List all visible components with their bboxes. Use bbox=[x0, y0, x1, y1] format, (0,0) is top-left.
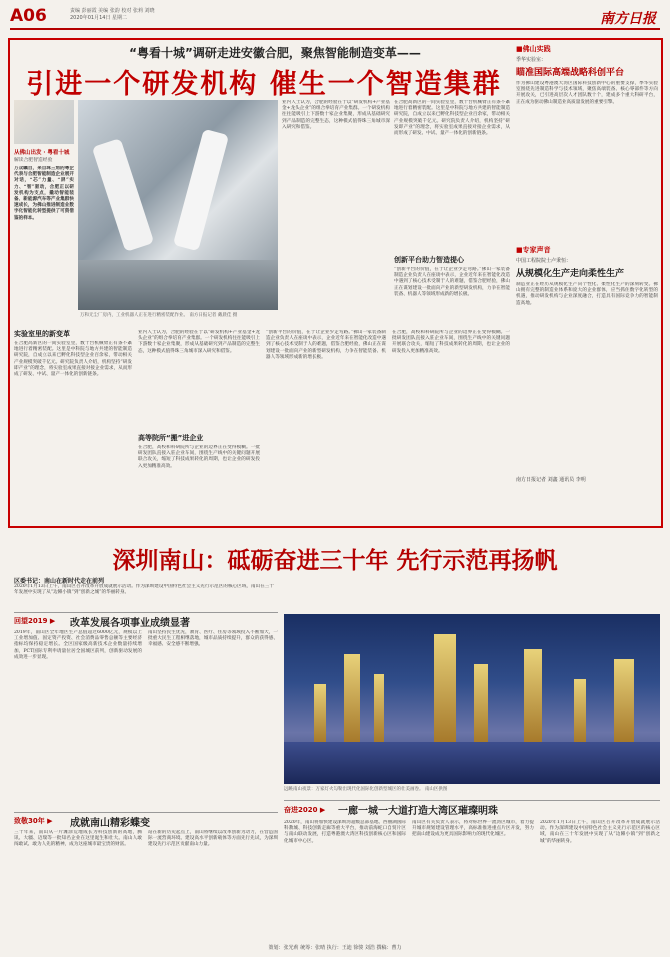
divider-sec1 bbox=[14, 612, 278, 613]
feature-col4-top: 在合肥高新区的一间实验室里，数十台机械臂正有条不紊地进行着精密装配。这里是中科院与地方共建的智能制造研究院，自成立以来已孵化科技型企业百余家，带动相关产业规模突破千亿元。研究院负责人介绍，机构坚持“研发即产业”的理念，将实验室成果直接对接企业需求，从而形成了研发、中试、量产一体化的创新链条。 bbox=[394, 100, 510, 137]
sec2-text: 三十年来，南山从一片滩涂荒地成长为科技创新的高地，腾讯、大疆、迈瑞等一批知名企业在这里诞生和壮大。南山人敢闯敢试、敢为人先的精神，成为这座城市最宝贵的财富。 bbox=[14, 830, 142, 848]
sidebar-author: 季华实验室： bbox=[516, 57, 547, 63]
sidebar-tag: ■佛山实践 bbox=[516, 45, 551, 53]
feature-col3-lower: “创新平台的价值，在于让企业少走弯路。”佛山一家装备制造企业负责人在座谈中表示，企业近年来在智能化改造中遇到了核心技术受制于人的难题，借鉴合肥经验，佛山正在谋划建设一批面向产业的新型研发机构，力争在智能装备、机器人等领域形成新的增长极。 bbox=[266, 330, 386, 360]
masthead-meta bbox=[70, 8, 155, 22]
feature-col1-head: 实验室里的新变革 bbox=[14, 330, 70, 338]
feature-col4-lower: 在合肥，高校和科研院所与企业的边界正在变得模糊。一批研发团队直接入驻企业车间，围绕生产线中的关键问题开展联合攻关，缩短了科技成果转化的周期，也让企业的研发投入更加精准高效。 bbox=[392, 330, 510, 354]
editor-line: 责编 彭丽霞 美编 张韵 校对 张莉 刘晓 bbox=[70, 8, 155, 14]
feature-col4-block bbox=[394, 252, 510, 327]
sec3-text: 2020年，南山将加快建设深圳湾超级总部基地、西丽湖国际科教城、科技创新走廊等重大平台，推动前海蛇口自贸片区与南山联动发展，打造粤港澳大湾区科技创新核心区和国际化城市中心区。 bbox=[284, 820, 406, 844]
sidebar-byline: 南方日报记者 刘鑫 通讯员 李明 bbox=[516, 477, 586, 483]
shenzhen-deck: 区委书记：南山在新时代走在前列 bbox=[14, 578, 105, 585]
date-line: 2020年01月14日 星期二 bbox=[70, 15, 128, 21]
feature-photo-caption: 万和无尘厂房内，工业机器人正在进行精密装配作业。 南方日报记者 戴晨佳 摄 bbox=[80, 313, 238, 318]
series-tag: 从佛山出发 · 粤看十城 bbox=[14, 150, 70, 156]
sec3-text2: 南山区有关负责人表示，将对标世界一流湾区城市，着力提升城市规划建设管理水平，高标准推进重点片区开发，努力把南山建设成为更具国际影响力的现代化城区。 bbox=[412, 820, 534, 838]
feature-col1 bbox=[14, 326, 132, 531]
sec1-title: 改革发展各项事业成绩显著 bbox=[70, 618, 190, 629]
sec2-title: 成就南山精彩蝶变 bbox=[70, 818, 150, 829]
sidebar-text: 作为佛山建设粤港澳大湾区国际科技创新中心的重要支撑，季华实验室围绕先进制造科学与技术领域，聚焦高端装备、核心零部件等方向开展攻关，已引进高层次人才团队数十个，建成多个重大科研平台，正在成为驱动佛山制造业高质量发展的重要引擎。 bbox=[516, 81, 658, 105]
sec1-label: 回望2019 ▶ bbox=[14, 617, 56, 625]
series-graphic bbox=[14, 100, 74, 144]
feature-col2-top: 业内人士认为，合肥的经验在于以“研发机构+产业基金+龙头企业”的组合拳培育产业集群。一个研发机构往往能吸引上下游数十家企业集聚，形成从基础研究到产品制造的完整生态，这种模式值得珠三角城市深入研究和借鉴。 bbox=[138, 330, 260, 354]
feature-col2-text: 在合肥，高校和科研院所与企业的边界正在变得模糊。一批研发团队直接入驻企业车间，围绕生产线中的关键问题开展联合攻关，缩短了科技成果转化的周期，也让企业的研发投入更加精准高效。 bbox=[138, 445, 260, 469]
feature-col2-head: 高等院所“搬”进企业 bbox=[138, 434, 204, 442]
sec2-text2: 站在新的历史起点上，南山将继续以改革创新为动力，在营造国际一流营商环境、建设高水平创新载体等方面先行先试，为深圳建设先行示范区贡献南山力量。 bbox=[148, 830, 278, 848]
sec1-text2: 南山坚持民生优先，教育、医疗、住房等领域投入不断加大，一批重大民生工程相继落地，城市品质持续提升，群众的获得感、幸福感、安全感不断增强。 bbox=[148, 630, 278, 648]
feature-lead: 万众瞩目，来自珠三角的粤企代表与合肥智能制造企业展开对话，“芯”力量、“屏”实力、“智”驱动，合肥正以研发机构为支点，撬动智能装备、新能源汽车等产业集群快速成长，为佛山推进制造业数字化智能化转型提供了可资借鉴的样本。 bbox=[14, 166, 74, 221]
robot-arm-photo bbox=[78, 100, 278, 310]
masthead bbox=[10, 6, 660, 30]
shenzhen-intro: 2020年1月13日上午，南山区召开改革开放成就展示活动。作为深圳建设中国特色社会主义先行示范区的核心区域，南山在三十年发展中实现了从“边陲小镇”到“创新之城”的华丽转身。 bbox=[14, 584, 274, 596]
sidebar-headline2: 从规模化生产走向柔性生产 bbox=[516, 269, 625, 279]
feature-col4-head: 创新平台助力智造提心 bbox=[394, 256, 464, 264]
series-sub: 解读合肥智造经验 bbox=[14, 158, 53, 163]
divider-sec2 bbox=[14, 812, 278, 813]
feature-headline: 引进一个研发机构 催生一个智造集群 bbox=[26, 69, 502, 100]
feature-kicker: “粤看十城”调研走进安徽合肥，聚焦智能制造变革—— bbox=[129, 46, 421, 60]
sidebar-author2: 中国工程院院士卢秉恒： bbox=[516, 258, 572, 264]
page-number: A06 bbox=[10, 6, 47, 26]
night-photo-caption: 远眺南山夜景：万家灯火勾勒出现代化国际化创新型城区的壮美画卷。 南山区供图 bbox=[284, 787, 448, 792]
sec3-text3: 2020年1月13日上午，南山区召开改革开放成就展示活动。作为深圳建设中国特色社会主义先行示范区的核心区域，南山在三十年发展中实现了从“边陲小镇”到“创新之城”的华丽转身。 bbox=[540, 820, 660, 844]
sidebar-text2: 制造业正在经历从规模化生产向个性化、柔性化生产的深刻转变。佛山拥有完整的制造业体系和庞大的企业群体，应当抓住数字化转型的机遇，推动研发机构与企业深度融合，打造具有国际竞争力的智能制造高地。 bbox=[516, 282, 658, 306]
divider-sec3 bbox=[284, 800, 660, 801]
sec2-label: 致敬30年 ▶ bbox=[14, 817, 53, 825]
sidebar-headline: 瞄准国际高端战略科创平台 bbox=[516, 68, 625, 78]
sec3-label: 奋进2020 ▶ bbox=[284, 806, 326, 814]
newspaper-logo: 南方日报 bbox=[600, 11, 656, 27]
sec3-title: 一廊一城一大道打造大湾区璀璨明珠 bbox=[338, 806, 498, 817]
sidebar-tag2: ■专家声音 bbox=[516, 246, 551, 254]
shenzhen-headline: 深圳南山：砥砺奋进三十年 先行示范再扬帆 bbox=[112, 547, 558, 574]
feature-col1-text: 在合肥高新区的一间实验室里，数十台机械臂正有条不紊地进行着精密装配。这里是中科院与地方共建的智能制造研究院，自成立以来已孵化科技型企业百余家，带动相关产业规模突破千亿元。研究院负责人介绍，机构坚持“研发即产业”的理念，将实验室成果直接对接企业需求，从而形成了研发、中试、量产一体化的创新链条。 bbox=[14, 341, 132, 378]
feature-col4-text: “创新平台的价值，在于让企业少走弯路。”佛山一家装备制造企业负责人在座谈中表示，企业近年来在智能化改造中遇到了核心技术受制于人的难题，借鉴合肥经验，佛山正在谋划建设一批面向产业的新型研发机构，力争在智能装备、机器人等领域形成新的增长极。 bbox=[394, 267, 510, 297]
feature-col2 bbox=[138, 430, 260, 530]
nanshan-night-photo bbox=[284, 614, 660, 784]
feature-col3: 业内人士认为，合肥的经验在于以“研发机构+产业基金+龙头企业”的组合拳培育产业集群。一个研发机构往往能吸引上下游数十家企业集聚，形成从基础研究到产品制造的完整生态，这种模式值得珠三角城市深入研究和借鉴。 bbox=[282, 100, 390, 130]
sec1-text: 2019年，南山区全年地区生产总值超过6000亿元，规模以上工业增加值、固定资产投资、社会消费品零售总额等主要经济指标均保持稳定增长。全区国家级高新技术企业数量持续增加，PCT国际专利申请量位居全国城区前列，创新驱动发展的成效进一步显现。 bbox=[14, 630, 142, 660]
page-footer: 策划：张光莉 统筹：张晴 执行：王迪 徐骏 刘浩 撰稿：曹力 bbox=[268, 945, 402, 951]
sidebar bbox=[516, 44, 658, 483]
